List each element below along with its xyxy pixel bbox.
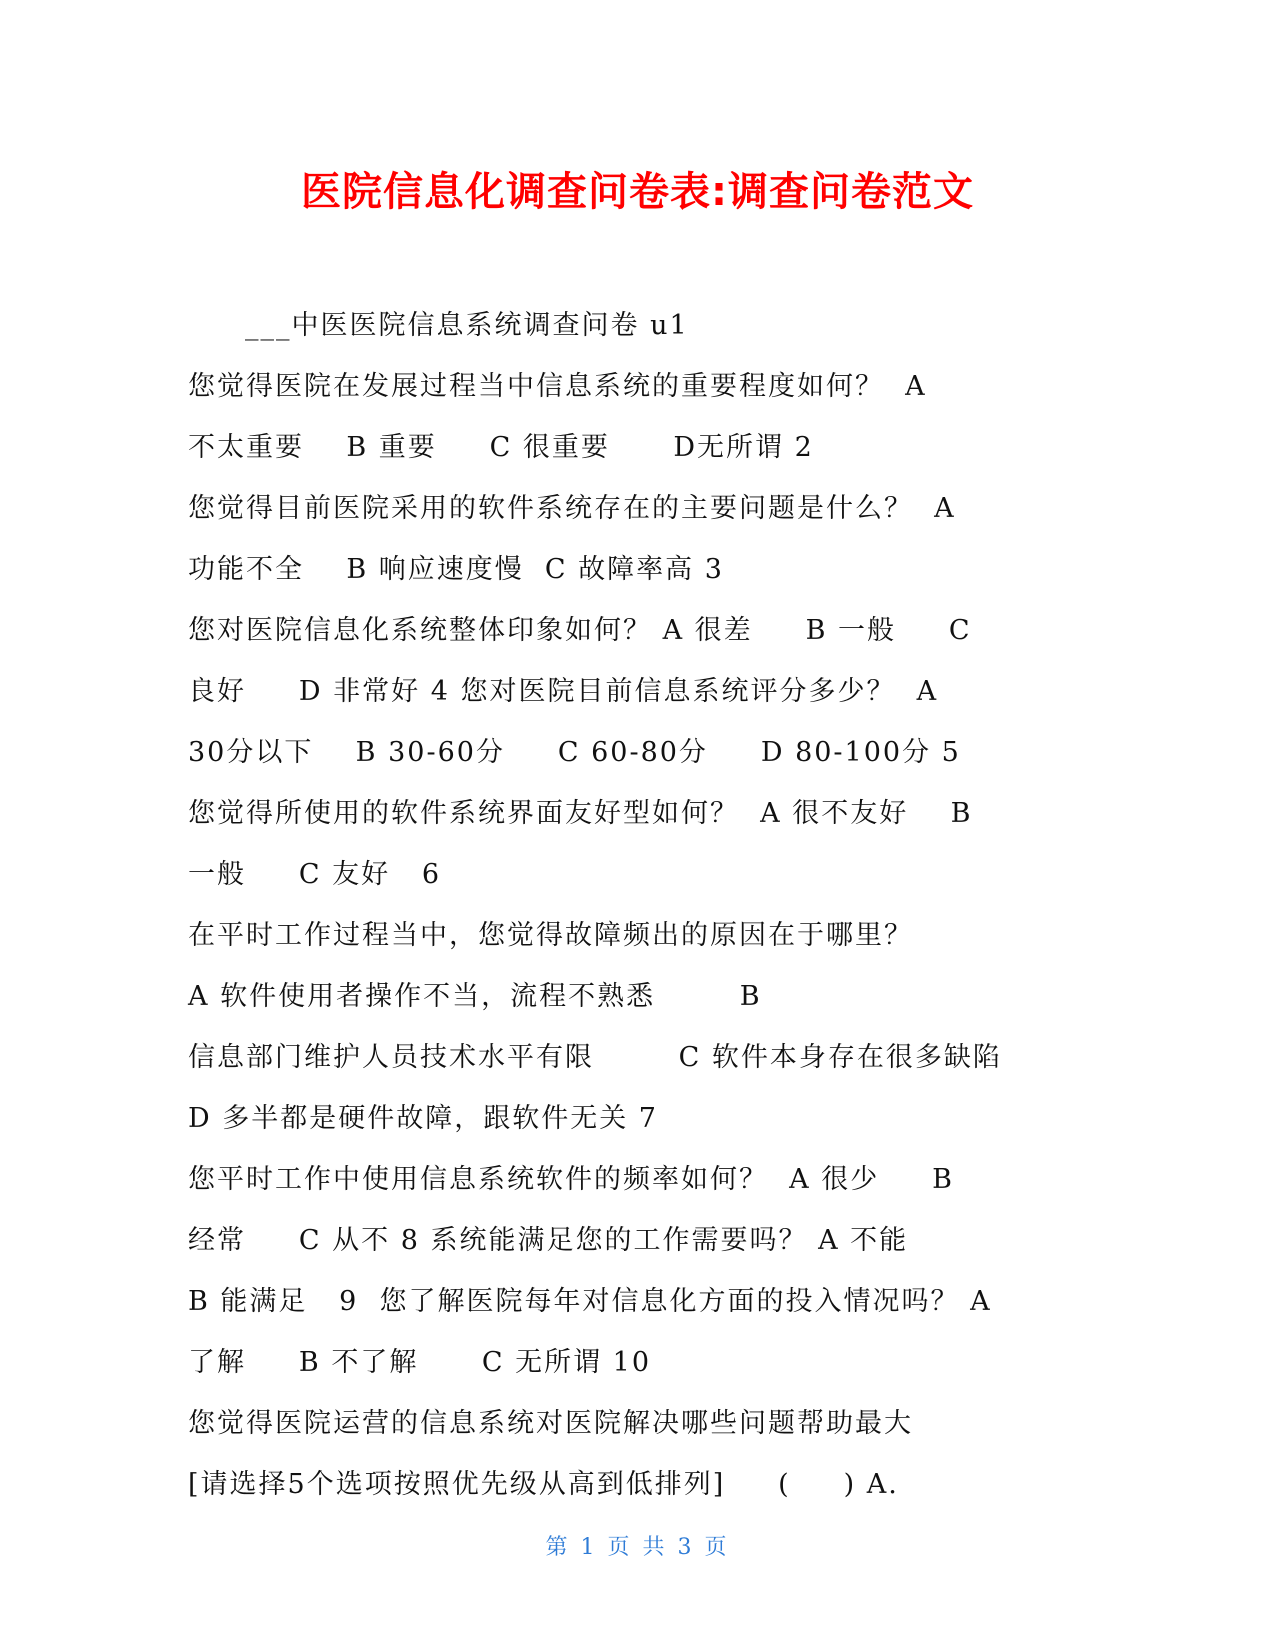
body-line: 了解 B 不了解 C 无所谓 10 (188, 1347, 652, 1378)
body-line: 良好 D 非常好 4 您对医院目前信息系统评分多少？ A (188, 676, 939, 707)
body-line: 您对医院信息化系统整体印象如何？ A 很差 B 一般 C (188, 615, 972, 646)
body-line: 您平时工作中使用信息系统软件的频率如何？ A 很少 B (188, 1164, 954, 1195)
document-title: 医院信息化调查问卷表:调查问卷范文 (301, 169, 974, 215)
body-line: 一般 C 友好 6 (188, 859, 442, 890)
body-line: B 能满足 9 您了解医院每年对信息化方面的投入情况吗？ A (188, 1286, 992, 1317)
body-line: D 多半都是硬件故障，跟软件无关 7 (188, 1103, 658, 1134)
body-line: 您觉得医院在发展过程当中信息系统的重要程度如何？ A (188, 371, 927, 402)
body-line: 功能不全 B 响应速度慢 C 故障率高 3 (188, 554, 724, 585)
body-line: ___中医医院信息系统调查问卷 u1 (245, 310, 689, 341)
document-body (188, 295, 1088, 1515)
body-line: 在平时工作过程当中，您觉得故障频出的原因在于哪里？ (188, 920, 913, 951)
body-line: 您觉得所使用的软件系统界面友好型如何？ A 很不友好 B (188, 798, 973, 829)
body-line: 您觉得医院运营的信息系统对医院解决哪些问题帮助最大 (188, 1408, 913, 1439)
body-line: 您觉得目前医院采用的软件系统存在的主要问题是什么？ A (188, 493, 956, 524)
body-line: 经常 C 从不 8 系统能满足您的工作需要吗？ A 不能 (188, 1225, 909, 1256)
page-number: 第 1 页 共 3 页 (545, 1535, 730, 1560)
body-line: 信息部门维护人员技术水平有限 C 软件本身存在很多缺陷 (188, 1042, 1002, 1073)
body-line: [请选择5个选项按照优先级从高到低排列] ( ) A. (188, 1469, 899, 1500)
body-line: 30分以下 B 30-60分 C 60-80分 D 80-100分 5 (188, 737, 961, 768)
body-line: 不太重要 B 重要 C 很重要 D无所谓 2 (188, 432, 814, 463)
body-line: A 软件使用者操作不当，流程不熟悉 B (188, 981, 762, 1012)
